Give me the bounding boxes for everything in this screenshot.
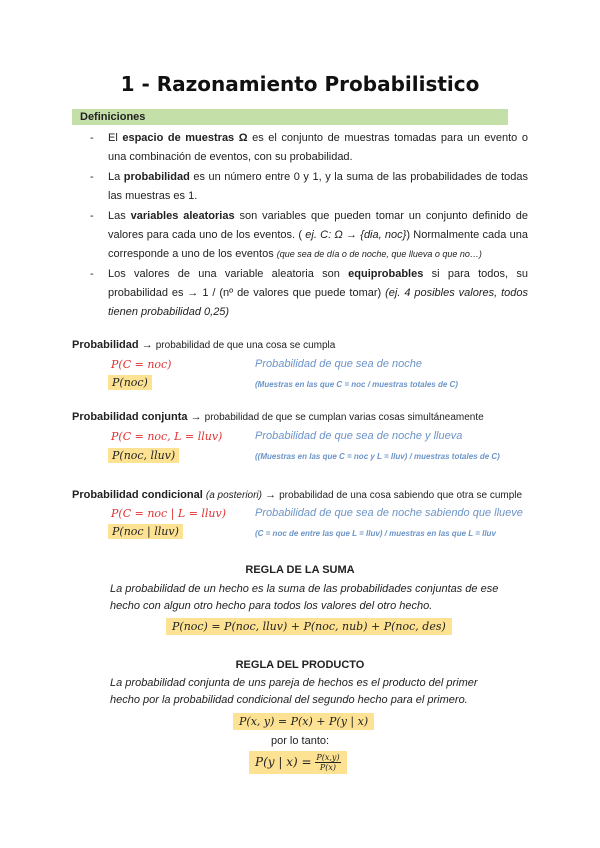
condicional-formula: P(C = noc | L = lluv) (111, 507, 227, 520)
por-lo-tanto: por lo tanto: (270, 735, 330, 747)
probabilidad-short-desc: (Muestras en las que C = noc / muestras totales de C) (255, 380, 458, 389)
fraction: $\frac{P(x,y)}{P(x)}$ (316, 753, 340, 772)
conjunta-short-desc: ((Muestras en las que C = noc y L = lluv) / muestras totales de C) (255, 452, 500, 461)
suma-heading: REGLA DE LA SUMA (245, 564, 355, 576)
definitions-header: Definiciones (72, 109, 508, 125)
probabilidad-short: P(noc) (108, 375, 152, 390)
definition-item: - Los valores de una variable aleatoria son equiprobables si para todos, su probabilidad es → 1 / (nº de valores que puede tomar) (ej. 4 posibles valores, todos tienen probabilidad 0,25) (88, 265, 528, 322)
conjunta-formula: P(C = noc, L = lluv) (111, 430, 223, 443)
page-title: 1 - Razonamiento Probabilistico (120, 72, 480, 96)
producto-equation: P(x, y) = P(x) + P(y | x) (233, 713, 374, 730)
producto-heading: REGLA DEL PRODUCTO (235, 659, 365, 671)
probabilidad-formula-desc: Probabilidad de que sea de noche (255, 358, 422, 370)
definition-item: - El espacio de muestras Ω es el conjunto de muestras tomadas para un evento o una combinación de eventos, con su probabilidad. (88, 129, 528, 167)
definition-item: - La probabilidad es un número entre 0 y 1, y la suma de las probabilidades de todas las muestras es 1. (88, 168, 528, 206)
condicional-short-desc: (C = noc de entre las que L = lluv) / muestras en las que L = lluv (255, 529, 496, 538)
conjunta-heading: Probabilidad conjunta → probabilidad de que se cumplan varias cosas simultáneamente (72, 411, 484, 423)
conjunta-short: P(noc, lluv) (108, 448, 179, 463)
condicional-heading: Probabilidad condicional (a posteriori) → probabilidad de una cosa sabiendo que otra se cumple (72, 489, 523, 501)
producto-text: La probabilidad conjunta de uns pareja de hechos es el producto del primer hecho por la probabilidad condicional del segundo hecho para el primero. (110, 677, 478, 706)
probabilidad-heading: Probabilidad → probabilidad de que una cosa se cumpla (72, 339, 336, 351)
suma-text: La probabilidad de un hecho es la suma de las probabilidades conjuntas de ese hecho con algun otro hecho para todos los valores del otro hecho. (110, 583, 499, 612)
suma-equation: P(noc) = P(noc, lluv) + P(noc, nub) + P(noc, des) (166, 618, 452, 635)
condicional-formula-desc: Probabilidad de que sea de noche sabiendo que llueve (255, 507, 523, 519)
definitions-list (88, 129, 528, 323)
definition-item: - Las variables aleatorias son variables que pueden tomar un conjunto definido de valores para cada uno de los eventos. ( ej. C: Ω → {dia, noc}) Normalmente cada una corresponde a uno de los eventos (que sea de día o de noche, que llueva o que no…) (88, 207, 528, 264)
condicional-short: P(noc | lluv) (108, 524, 183, 539)
conjunta-formula-desc: Probabilidad de que sea de noche y llueva (255, 430, 463, 442)
conditional-equation: P(y | x) = $\frac{P(x,y)}{P(x)}$ (249, 751, 347, 774)
probabilidad-formula: P(C = noc) (111, 358, 172, 371)
